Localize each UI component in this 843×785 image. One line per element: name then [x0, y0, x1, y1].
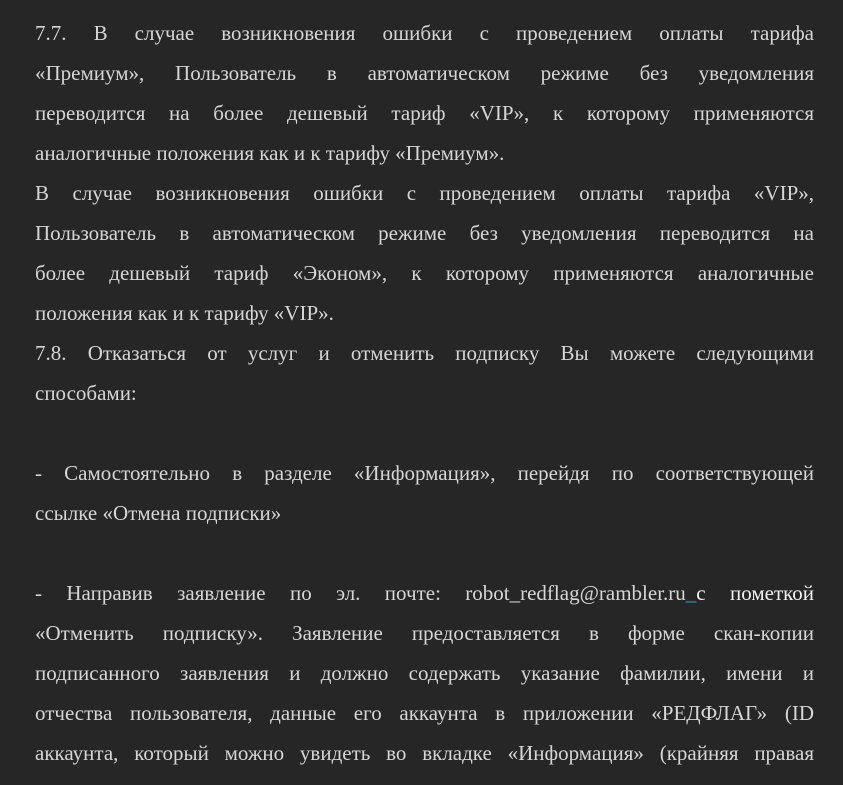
- text-line: аналогичные положения как и к тарифу «Премиум».: [35, 141, 505, 165]
- text-line: Пользователь в автоматическом режиме без уведомления переводится на: [35, 221, 814, 245]
- document-body: [35, 13, 814, 773]
- text-line: «Отменить подписку». Заявление предоставляется в форме скан-копии: [35, 621, 814, 645]
- text-line: более дешевый тариф «Эконом», к которому применяются аналогичные: [35, 261, 814, 285]
- text-line: переводится на более дешевый тариф «VIP», к которому применяются: [35, 101, 814, 125]
- text-line: способами:: [35, 381, 137, 405]
- text-line: ссылке «Отмена подписки»: [35, 501, 282, 525]
- text-line: - Самостоятельно в разделе «Информация», перейдя по соответствующей: [35, 461, 814, 485]
- text-line: 7.7. В случае возникновения ошибки с проведением оплаты тарифа: [35, 21, 814, 45]
- text-line: В случае возникновения ошибки с проведением оплаты тарифа «VIP»,: [35, 181, 814, 205]
- text-line: отчества пользователя, данные его аккаунта в приложении «РЕДФЛАГ» (ID: [35, 701, 814, 725]
- text-line: аккаунта, который можно увидеть во вкладке «Информация» (крайняя правая: [35, 741, 814, 765]
- text-line: подписанного заявления и должно содержать указание фамилии, имени и: [35, 661, 814, 685]
- email-link[interactable]: robot_redflag@rambler.ru: [465, 581, 686, 605]
- text-line: «Премиум», Пользователь в автоматическом режиме без уведомления: [35, 61, 814, 85]
- email-underscore: _: [685, 581, 697, 605]
- email-line-after: с пометкой: [696, 581, 814, 605]
- email-line-before: - Направив заявление по эл. почте:: [35, 581, 466, 605]
- text-line: 7.8. Отказаться от услуг и отменить подписку Вы можете следующими: [35, 341, 814, 365]
- blank-line: [35, 533, 814, 573]
- text-line: положения как и к тарифу «VIP».: [35, 301, 334, 325]
- email-line: [35, 573, 814, 613]
- blank-line: [35, 413, 814, 453]
